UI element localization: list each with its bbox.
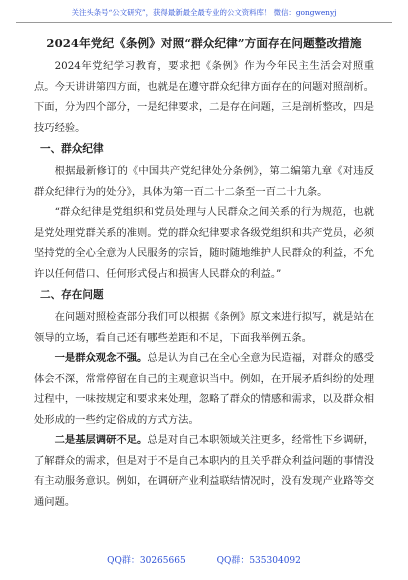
footer-qq-group-1: QQ群：30265665 (107, 556, 186, 566)
footer-qq-group-2: QQ群：535304092 (216, 556, 301, 566)
problem-item-2 (34, 430, 374, 512)
problem-item-1 (34, 348, 374, 430)
problem-item-2-text: 总是对自己本职领域关注更多，经常性下乡调研，了解群众的需求，但是对于不是自己本职内的且关乎群众利益问题的事情没有主动服务意识。例如，在调研产业利益联结情况时，没有发现产业路等交通问题。 (34, 434, 374, 508)
discipline-quote: “群众纪律是党组织和党员处理与人民群众之间关系的行为规范，也就是党处理党群关系的准则。党的群众纪律要求各级党组织和共产党员，必须坚持党的全心全意为人民服务的宗旨，随时随地维护人民群众的利益，不允许以任何借口、任何形式侵占和损害人民群众的利益。” (34, 206, 374, 280)
problems-intro: 在问题对照检查部分我们可以根据《条例》原文来进行拟写，就是站在领导的立场，看自己还有哪些差距和不足，下面我举例五条。 (34, 311, 374, 344)
problem-item-1-lead: 一是群众观念不强。 (54, 352, 148, 364)
section-heading-problems: 二、存在问题 (40, 289, 104, 301)
problem-item-2-lead: 二是基层调研不足。 (54, 434, 148, 446)
header-banner: 关注头条号“公文研究”，获得最新最全最专业的公文资料库！ 微信：gongwenyj (16, 4, 392, 23)
regulation-paragraph: 根据最新修订的《中国共产党纪律处分条例》，第二编第九章《对违反群众纪律行为的处分》，具体为第一百二十二条至一百二十九条。 (34, 165, 374, 198)
intro-paragraph: 2024年党纪学习教育，要求把《条例》作为今年民主生活会对照重点。今天讲讲第四方面，也就是在遵守群众纪律方面存在的问题对照剖析。下面，分为四个部分，一是纪律要求，二是存在问题，三是剖析整改，四是技巧经验。 (34, 60, 374, 134)
section-heading-discipline: 一、群众纪律 (40, 143, 104, 155)
document-title: 2024年党纪《条例》对照“群众纪律”方面存在问题整改措施 (46, 36, 362, 50)
document-body (34, 34, 374, 512)
problem-item-1-text: 总是认为自己在全心全意为民造福，对群众的感受体会不深，常常停留在自己的主观意识当中。例如，在开展矛盾纠纷的处理过程中，一味按规定和要求来处理，忽略了群众的情感和需求，以及群众相处形成的一些约定俗成的方式方法。 (34, 352, 374, 426)
footer-contacts (0, 553, 408, 566)
